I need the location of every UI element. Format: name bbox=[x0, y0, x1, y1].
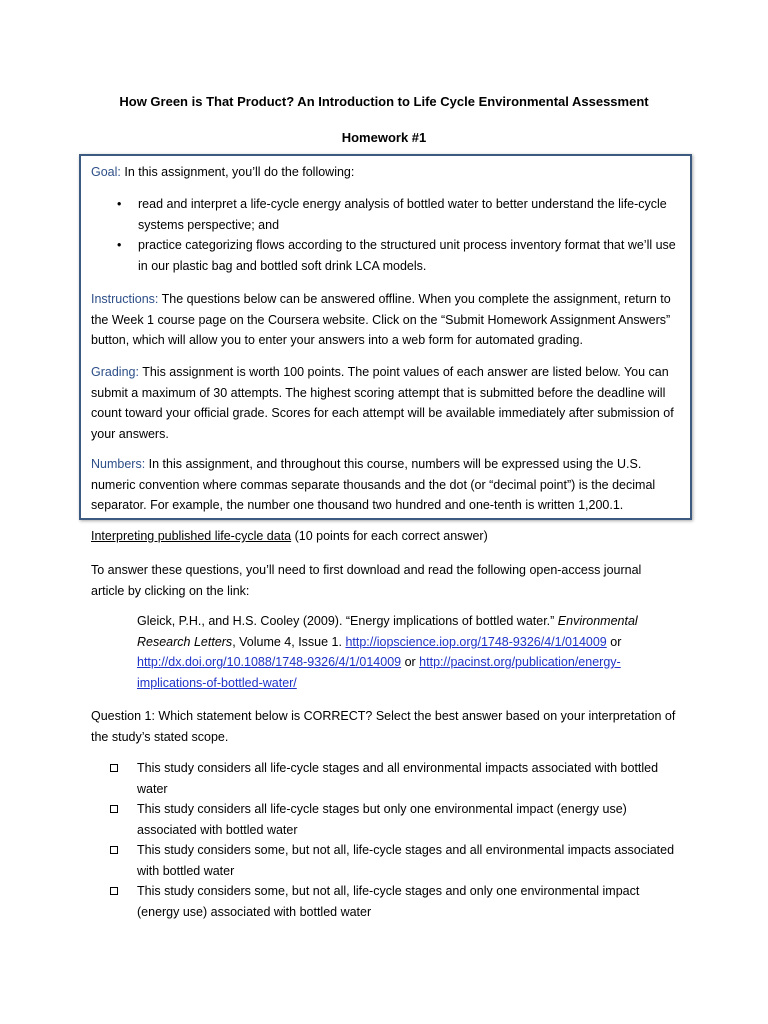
goal-text: In this assignment, you’ll do the following: bbox=[120, 165, 355, 179]
question-1-options bbox=[91, 758, 691, 922]
citation-link-iopscience[interactable]: http://iopscience.iop.org/1748-9326/4/1/014009 bbox=[345, 634, 607, 649]
answer-option[interactable] bbox=[91, 799, 677, 840]
citation-link-doi[interactable]: http://dx.doi.org/10.1088/1748-9326/4/1/014009 bbox=[137, 655, 402, 669]
instructions-label: Instructions: bbox=[91, 292, 159, 306]
citation-or: or bbox=[401, 655, 420, 669]
checkbox-icon[interactable] bbox=[110, 887, 118, 895]
goal-bullet-text: practice categorizing flows according to the structured unit process inventory format that we’ll use in our plastic bag and bottled soft drink LCA models. bbox=[138, 238, 676, 273]
goal-bullet-list bbox=[91, 194, 683, 276]
grading-text: This assignment is worth 100 points. The point values of each answer are listed below. You can submit a maximum of 30 attempts. The highest scoring attempt that is submitted before the deadline will count toward your official grade. Scores for each attempt will be available immediately after submission of your answers. bbox=[91, 365, 674, 441]
bullet-icon: • bbox=[117, 238, 122, 252]
answer-option[interactable] bbox=[91, 758, 677, 799]
section-heading-points: (10 points for each correct answer) bbox=[291, 529, 488, 543]
citation bbox=[137, 611, 677, 693]
answer-option[interactable] bbox=[91, 881, 677, 922]
question-1-text: Question 1: Which statement below is CORRECT? Select the best answer based on your interpretation of the study’s stated scope. bbox=[91, 709, 676, 744]
checkbox-icon[interactable] bbox=[110, 846, 118, 854]
answer-option-text: This study considers all life-cycle stages but only one environmental impact (energy use) associated with bottled water bbox=[137, 802, 627, 837]
numbers-paragraph bbox=[91, 454, 683, 516]
citation-authors: Gleick, P.H., and H.S. Cooley (2009). “Energy implications of bottled water.” bbox=[137, 614, 558, 628]
bullet-icon: • bbox=[117, 197, 122, 211]
answer-option-text: This study considers some, but not all, life-cycle stages and only one environmental impact (energy use) associated with bottled water bbox=[137, 884, 640, 919]
checkbox-icon[interactable] bbox=[110, 764, 118, 772]
answer-option-text: This study considers all life-cycle stages and all environmental impacts associated with bottled water bbox=[137, 761, 659, 796]
goal-paragraph bbox=[91, 162, 683, 183]
citation-or: or bbox=[606, 634, 622, 649]
citation-journal: Environmental Research Letters bbox=[137, 614, 638, 649]
goal-bullet-text: read and interpret a life-cycle energy analysis of bottled water to better understand the life-cycle systems perspective; and bbox=[138, 197, 667, 232]
section-heading bbox=[91, 526, 691, 547]
numbers-text: In this assignment, and throughout this course, numbers will be expressed using the U.S. numeric convention where commas separate thousands and the dot (or “decimal point”) is the decimal separator. For example, the number one thousand two hundred and one-tenth is written 1,200.1. bbox=[91, 457, 656, 512]
section-heading-title: Interpreting published life-cycle data bbox=[91, 529, 292, 543]
instructions-box bbox=[79, 154, 692, 520]
citation-volume: , Volume 4, Issue 1. bbox=[232, 634, 346, 649]
grading-label: Grading: bbox=[91, 365, 139, 379]
goal-bullet-item bbox=[91, 194, 683, 235]
instructions-paragraph bbox=[91, 289, 683, 351]
section-intro: To answer these questions, you’ll need to first download and read the following open-access journal article by clicking on the link: bbox=[91, 563, 642, 598]
checkbox-icon[interactable] bbox=[110, 805, 118, 813]
numbers-label: Numbers: bbox=[91, 457, 146, 471]
document-title: How Green is That Product? An Introduction to Life Cycle Environmental Assessment bbox=[119, 94, 649, 109]
goal-bullet-item bbox=[91, 235, 683, 276]
answer-option[interactable] bbox=[91, 840, 677, 881]
grading-paragraph bbox=[91, 362, 683, 444]
document-subtitle: Homework #1 bbox=[341, 130, 427, 145]
instructions-text: The questions below can be answered offline. When you complete the assignment, return to the Week 1 course page on the Coursera website. Click on the “Submit Homework Assignment Answers” button, which will allow you to enter your answers into a web form for automated grading. bbox=[91, 292, 671, 347]
citation-link-pacinst[interactable]: http://pacinst.org/publication/energy-implications-of-bottled-water/ bbox=[137, 655, 621, 690]
goal-label: Goal: bbox=[91, 165, 121, 179]
answer-option-text: This study considers some, but not all, life-cycle stages and all environmental impacts associated with bottled water bbox=[137, 843, 675, 878]
